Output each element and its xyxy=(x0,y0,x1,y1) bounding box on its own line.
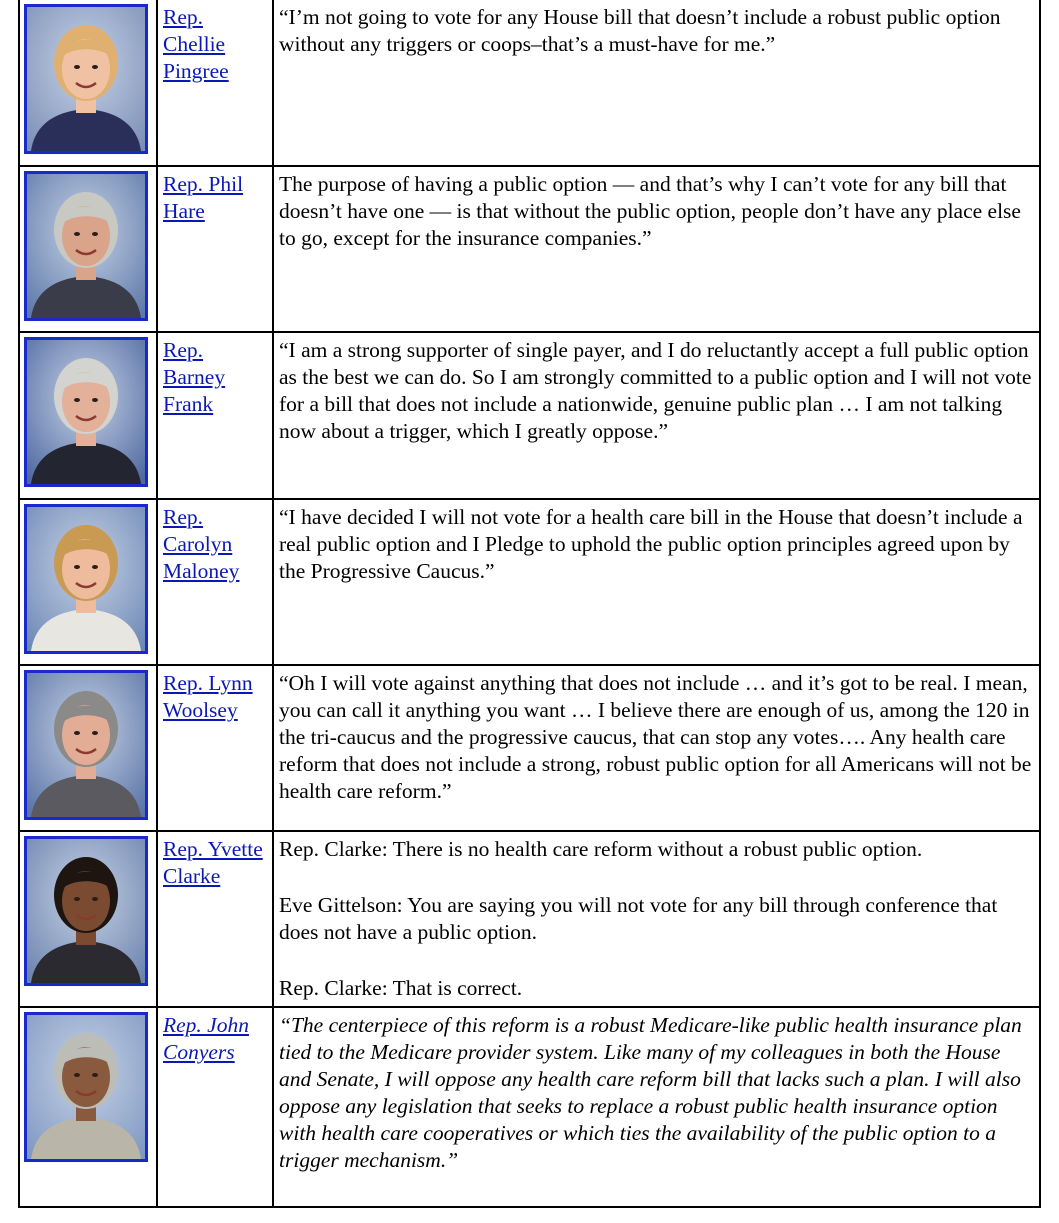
quote-text: “I have decided I will not vote for a health care bill in the House that doesn’t include a real public option and I Pledge to uphold the public option principles agreed upon by the Progressive Caucus.” xyxy=(279,505,1023,583)
portrait-illustration xyxy=(27,507,145,651)
table-row xyxy=(19,665,1040,831)
portrait-phil-hare xyxy=(24,171,148,321)
quote-text: Rep. Clarke: That is correct. xyxy=(279,976,523,1000)
representatives-quotes-table xyxy=(18,0,1041,1208)
table-body xyxy=(19,0,1040,1207)
table-row xyxy=(19,332,1040,499)
portrait-illustration xyxy=(27,340,145,484)
photo-cell xyxy=(19,831,157,1007)
portrait-illustration xyxy=(27,174,145,318)
name-cell xyxy=(157,166,273,332)
rep-name-link-john-conyers[interactable]: Rep. John Conyers xyxy=(163,1013,249,1064)
rep-name-link-chellie-pingree[interactable]: Rep. Chellie Pingree xyxy=(163,5,229,83)
quote-cell xyxy=(273,499,1040,665)
photo-cell xyxy=(19,166,157,332)
quote-cell xyxy=(273,166,1040,332)
portrait-illustration xyxy=(27,839,145,983)
portrait-yvette-clarke xyxy=(24,836,148,986)
quote-cell xyxy=(273,0,1040,166)
portrait-john-conyers xyxy=(24,1012,148,1162)
rep-name-link-phil-hare[interactable]: Rep. Phil Hare xyxy=(163,172,244,223)
rep-name-link-lynn-woolsey[interactable]: Rep. Lynn Woolsey xyxy=(163,671,253,722)
rep-name-link-carolyn-maloney[interactable]: Rep. Carolyn Maloney xyxy=(163,505,240,583)
table-row xyxy=(19,166,1040,332)
table-row xyxy=(19,1007,1040,1207)
quote-text: “I’m not going to vote for any House bill that doesn’t include a robust public option without any triggers or coops–that’s a must-have for me.” xyxy=(279,5,1001,56)
table-row xyxy=(19,831,1040,1007)
quote-text: Rep. Clarke: There is no health care reform without a robust public option. xyxy=(279,837,923,861)
portrait-chellie-pingree xyxy=(24,4,148,154)
quote-text: “I am a strong supporter of single payer, and I do reluctantly accept a full public option as the best we can do. So I am strongly committed to a public option and I will not vote for a bill that does not include a nationwide, genuine public plan … I am not talking now about a trigger, which I greatly oppose.” xyxy=(279,338,1032,443)
quote-text: “Oh I will vote against anything that does not include … and it’s got to be real. I mean, you can call it anything you want … I believe there are enough of us, among the 120 in the tri-caucus and the progressive caucus, that can stop any votes…. Any health care reform that does not include a strong, robust public option for all Americans will not be health care reform.” xyxy=(279,671,1032,803)
portrait-barney-frank xyxy=(24,337,148,487)
table-row xyxy=(19,0,1040,166)
table-row xyxy=(19,499,1040,665)
name-cell xyxy=(157,665,273,831)
portrait-illustration xyxy=(27,673,145,817)
name-cell xyxy=(157,0,273,166)
quote-text: Eve Gittelson: You are saying you will not vote for any bill through conference that does not have a public option. xyxy=(279,893,998,944)
name-cell xyxy=(157,499,273,665)
photo-cell xyxy=(19,0,157,166)
quote-cell xyxy=(273,332,1040,499)
name-cell xyxy=(157,332,273,499)
portrait-carolyn-maloney xyxy=(24,504,148,654)
quote-cell xyxy=(273,665,1040,831)
portrait-illustration xyxy=(27,7,145,151)
photo-cell xyxy=(19,665,157,831)
rep-name-link-barney-frank[interactable]: Rep. Barney Frank xyxy=(163,338,226,416)
quote-text: “The centerpiece of this reform is a robust Medicare-like public health insurance plan tied to the Medicare provider system. Like many of my colleagues in both the House and Senate, I will oppose any health care reform bill that lacks such a plan. I will also oppose any legislation that seeks to replace a robust public health insurance option with health care cooperatives or which ties the availability of the public option to a trigger mechanism.” xyxy=(279,1013,1022,1172)
quote-cell xyxy=(273,831,1040,1007)
quote-cell xyxy=(273,1007,1040,1207)
photo-cell xyxy=(19,499,157,665)
photo-cell xyxy=(19,1007,157,1207)
name-cell xyxy=(157,831,273,1007)
portrait-illustration xyxy=(27,1015,145,1159)
portrait-lynn-woolsey xyxy=(24,670,148,820)
photo-cell xyxy=(19,332,157,499)
quote-text: The purpose of having a public option — and that’s why I can’t vote for any bill that doesn’t have one — is that without the public option, people don’t have any place else to go, except for the insurance companies.” xyxy=(279,172,1021,250)
name-cell xyxy=(157,1007,273,1207)
rep-name-link-yvette-clarke[interactable]: Rep. Yvette Clarke xyxy=(163,837,263,888)
